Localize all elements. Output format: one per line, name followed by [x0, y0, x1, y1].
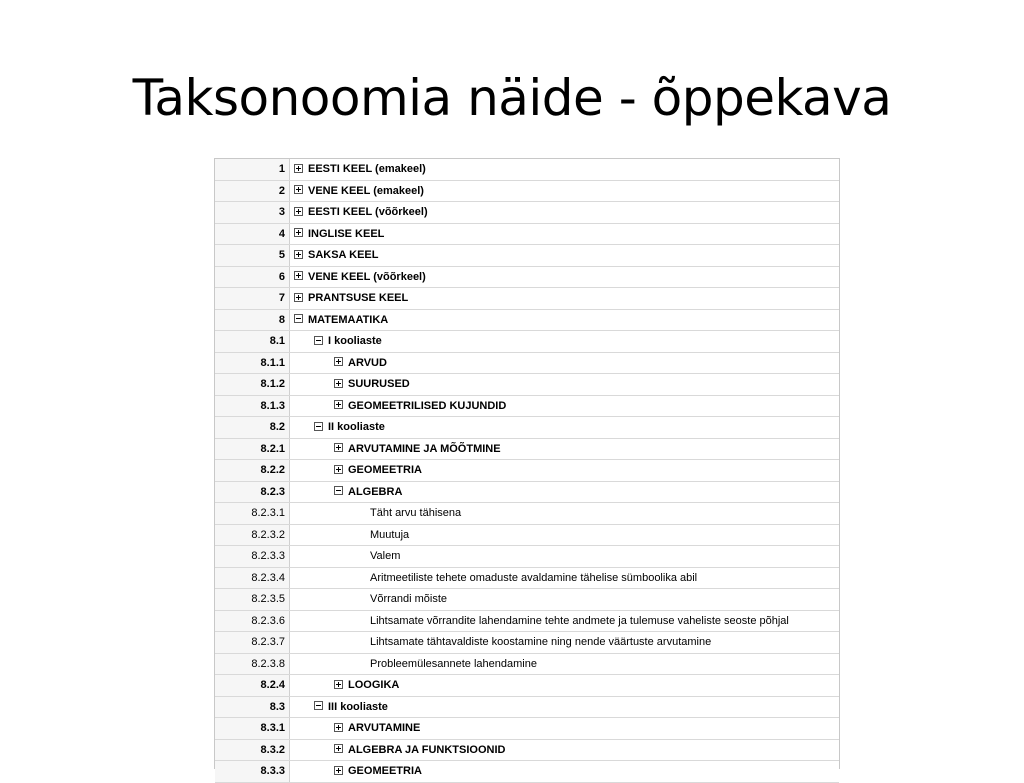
row-content: [294, 572, 697, 584]
collapse-icon[interactable]: [314, 422, 323, 431]
row-label: Võrrandi mõiste: [370, 593, 448, 606]
row-code: 8: [215, 309, 290, 331]
tree-row: [215, 546, 839, 568]
row-label: MATEMAATIKA: [308, 313, 389, 326]
row-label-cell: [290, 503, 840, 525]
row-label: Lihtsamate tähtavaldiste koostamine ning nende väärtuste arvutamine: [370, 636, 712, 649]
row-label: PRANTSUSE KEEL: [308, 292, 409, 305]
row-label-cell: [290, 352, 840, 374]
row-label-cell: [290, 675, 840, 697]
row-content: [294, 378, 410, 390]
row-content: [294, 744, 505, 756]
row-content: [294, 249, 379, 261]
row-code: 3: [215, 202, 290, 224]
row-content: [294, 658, 537, 670]
row-content: [294, 765, 422, 777]
row-content: [294, 529, 409, 541]
row-label: ALGEBRA: [348, 485, 403, 498]
row-code: 8.2.3.7: [215, 632, 290, 654]
row-content: [294, 357, 387, 369]
row-code: 8.3.3: [215, 761, 290, 783]
row-code: 5: [215, 245, 290, 267]
row-code: 8.2.3.5: [215, 589, 290, 611]
row-code: 8.3.1: [215, 718, 290, 740]
row-content: [294, 206, 428, 218]
row-code: 8.2.2: [215, 460, 290, 482]
row-label: Probleemülesannete lahendamine: [370, 657, 537, 670]
row-label: Täht arvu tähisena: [370, 507, 462, 520]
expand-icon[interactable]: [334, 357, 343, 366]
curriculum-tree: [214, 158, 840, 778]
row-label: II kooliaste: [328, 421, 385, 434]
row-content: [294, 228, 384, 240]
row-label: GEOMEETRILISED KUJUNDID: [348, 399, 507, 412]
curriculum-table-body: [215, 159, 839, 782]
expand-icon[interactable]: [334, 680, 343, 689]
row-label-cell: [290, 761, 840, 783]
curriculum-table: [215, 159, 839, 783]
row-label: ALGEBRA JA FUNKTSIOONID: [348, 743, 506, 756]
row-label: EESTI KEEL (võõrkeel): [308, 206, 428, 219]
row-label-cell: [290, 481, 840, 503]
row-content: [294, 271, 426, 283]
collapse-icon[interactable]: [314, 336, 323, 345]
row-label-cell: [290, 266, 840, 288]
tree-row[interactable]: [215, 696, 839, 718]
tree-row[interactable]: [215, 761, 839, 783]
tree-row[interactable]: [215, 417, 839, 439]
expand-icon[interactable]: [294, 293, 303, 302]
collapse-icon[interactable]: [294, 314, 303, 323]
expand-icon[interactable]: [294, 185, 303, 194]
row-label-cell: [290, 632, 840, 654]
tree-row: [215, 653, 839, 675]
row-content: [294, 400, 506, 412]
row-label-cell: [290, 739, 840, 761]
row-code: 8.2.4: [215, 675, 290, 697]
row-code: 8.1.3: [215, 395, 290, 417]
expand-icon[interactable]: [294, 250, 303, 259]
tree-row[interactable]: [215, 460, 839, 482]
expand-icon[interactable]: [294, 164, 303, 173]
row-content: [294, 335, 382, 347]
row-content: [294, 163, 426, 175]
row-label: SAKSA KEEL: [308, 249, 379, 262]
row-label: ARVUD: [348, 356, 387, 369]
tree-row[interactable]: [215, 739, 839, 761]
tree-row[interactable]: [215, 202, 839, 224]
tree-row[interactable]: [215, 223, 839, 245]
row-code: 8.2: [215, 417, 290, 439]
row-code: 8.2.3: [215, 481, 290, 503]
expand-icon[interactable]: [294, 271, 303, 280]
expand-icon[interactable]: [334, 443, 343, 452]
expand-icon[interactable]: [294, 207, 303, 216]
expand-icon[interactable]: [334, 766, 343, 775]
expand-icon[interactable]: [334, 744, 343, 753]
row-content: [294, 486, 402, 498]
row-label: VENE KEEL (võõrkeel): [308, 270, 426, 283]
row-label: VENE KEEL (emakeel): [308, 184, 424, 197]
row-label-cell: [290, 438, 840, 460]
row-content: [294, 615, 789, 627]
row-code: 4: [215, 223, 290, 245]
tree-row: [215, 524, 839, 546]
tree-row[interactable]: [215, 180, 839, 202]
row-code: 2: [215, 180, 290, 202]
row-label: Lihtsamate võrrandite lahendamine tehte andmete ja tulemuse vaheliste seoste põhjal: [370, 614, 789, 627]
tree-row[interactable]: [215, 288, 839, 310]
row-code: 8.2.3.6: [215, 610, 290, 632]
row-label: Muutuja: [370, 528, 410, 541]
row-content: [294, 701, 388, 713]
expand-icon[interactable]: [334, 400, 343, 409]
row-label-cell: [290, 180, 840, 202]
row-label-cell: [290, 610, 840, 632]
expand-icon[interactable]: [334, 723, 343, 732]
row-code: 8.2.1: [215, 438, 290, 460]
row-label: EESTI KEEL (emakeel): [308, 163, 426, 176]
row-content: [294, 443, 501, 455]
tree-row[interactable]: [215, 438, 839, 460]
row-code: 8.2.3.4: [215, 567, 290, 589]
row-label-cell: [290, 696, 840, 718]
row-content: [294, 679, 399, 691]
row-code: 7: [215, 288, 290, 310]
tree-row[interactable]: [215, 352, 839, 374]
row-content: [294, 421, 385, 433]
row-label-cell: [290, 653, 840, 675]
row-code: 8.1.1: [215, 352, 290, 374]
row-label-cell: [290, 159, 840, 180]
row-label: GEOMEETRIA: [348, 765, 422, 778]
row-code: 8.3: [215, 696, 290, 718]
row-label: ARVUTAMINE: [348, 722, 421, 735]
row-code: 8.2.3.3: [215, 546, 290, 568]
row-label-cell: [290, 202, 840, 224]
collapse-icon[interactable]: [314, 701, 323, 710]
row-content: [294, 314, 388, 326]
tree-row[interactable]: [215, 675, 839, 697]
tree-row: [215, 589, 839, 611]
tree-row: [215, 567, 839, 589]
row-code: 8.1: [215, 331, 290, 353]
tree-row[interactable]: [215, 331, 839, 353]
row-label-cell: [290, 331, 840, 353]
tree-row[interactable]: [215, 374, 839, 396]
expand-icon[interactable]: [334, 465, 343, 474]
row-label-cell: [290, 567, 840, 589]
expand-icon[interactable]: [334, 379, 343, 388]
row-label-cell: [290, 417, 840, 439]
row-content: [294, 722, 420, 734]
row-label: Valem: [370, 550, 401, 563]
collapse-icon[interactable]: [334, 486, 343, 495]
row-label-cell: [290, 223, 840, 245]
row-content: [294, 507, 461, 519]
row-content: [294, 464, 422, 476]
row-label: SUURUSED: [348, 378, 410, 391]
tree-row: [215, 503, 839, 525]
row-code: 8.1.2: [215, 374, 290, 396]
tree-row[interactable]: [215, 718, 839, 740]
row-code: 6: [215, 266, 290, 288]
row-label-cell: [290, 245, 840, 267]
row-label: Aritmeetiliste tehete omaduste avaldamine tähelise sümboolika abil: [370, 571, 698, 584]
row-code: 8.3.2: [215, 739, 290, 761]
row-label-cell: [290, 460, 840, 482]
tree-row[interactable]: [215, 266, 839, 288]
row-label-cell: [290, 309, 840, 331]
row-content: [294, 550, 400, 562]
row-label-cell: [290, 524, 840, 546]
row-content: [294, 292, 408, 304]
row-label-cell: [290, 395, 840, 417]
row-label: III kooliaste: [328, 700, 388, 713]
tree-row[interactable]: [215, 309, 839, 331]
row-label: GEOMEETRIA: [348, 464, 422, 477]
row-label: ARVUTAMINE JA MÕÕTMINE: [348, 442, 501, 455]
tree-row[interactable]: [215, 245, 839, 267]
tree-row: [215, 632, 839, 654]
row-label: LOOGIKA: [348, 679, 400, 692]
tree-row[interactable]: [215, 395, 839, 417]
row-label: INGLISE KEEL: [308, 227, 385, 240]
slide-title: Taksonoomia näide - õppekava: [132, 69, 892, 127]
row-label-cell: [290, 546, 840, 568]
tree-row[interactable]: [215, 159, 839, 180]
row-code: 8.2.3.2: [215, 524, 290, 546]
row-label-cell: [290, 589, 840, 611]
row-content: [294, 636, 711, 648]
row-label-cell: [290, 718, 840, 740]
row-code: 8.2.3.1: [215, 503, 290, 525]
row-label: I kooliaste: [328, 335, 382, 348]
row-label-cell: [290, 374, 840, 396]
tree-row: [215, 610, 839, 632]
row-code: 8.2.3.8: [215, 653, 290, 675]
tree-row[interactable]: [215, 481, 839, 503]
row-code: 1: [215, 159, 290, 180]
row-content: [294, 185, 424, 197]
expand-icon[interactable]: [294, 228, 303, 237]
row-content: [294, 593, 447, 605]
row-label-cell: [290, 288, 840, 310]
